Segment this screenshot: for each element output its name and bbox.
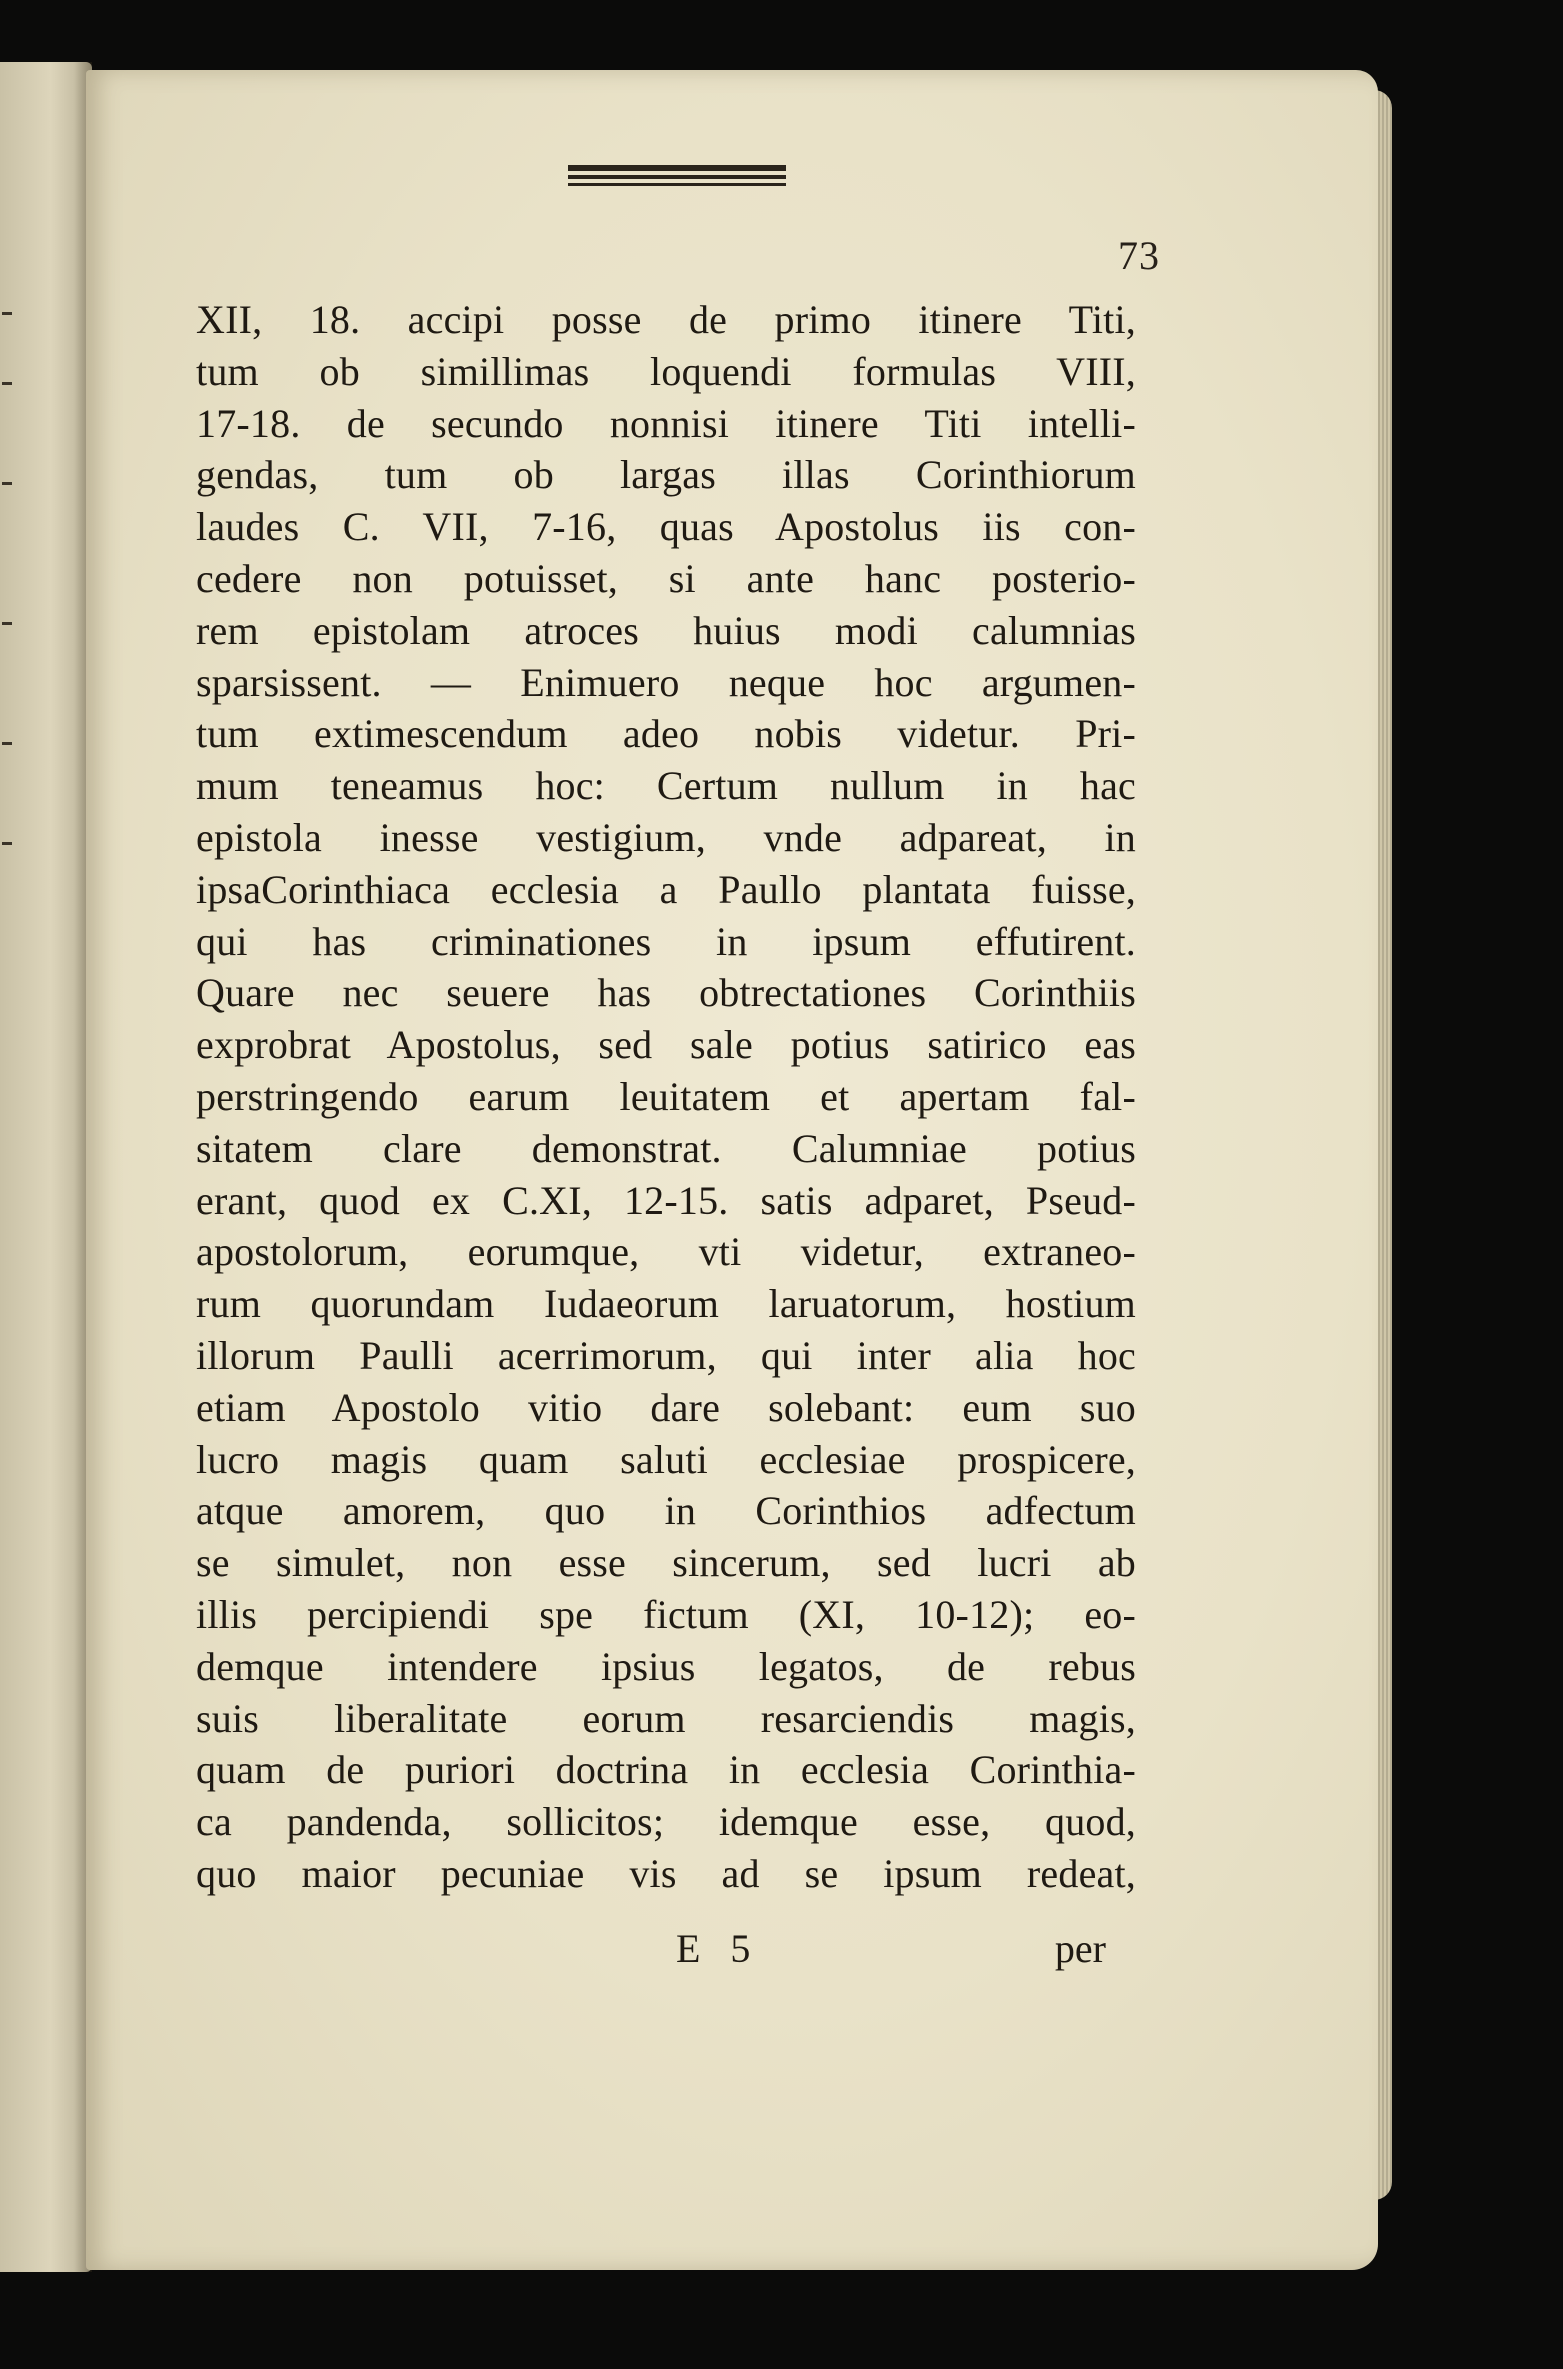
text-line: quo maior pecuniae vis ad se ipsum redeat, (196, 1850, 1136, 1896)
text-line: laudes C. VII, 7-16, quas Apostolus iis con- (196, 504, 1136, 550)
text-line: rem epistolam atroces huius modi calumnias (196, 607, 1136, 653)
header-rule (568, 165, 786, 191)
body-text (196, 294, 1136, 1900)
catchword: per (1054, 1926, 1106, 1971)
page-footer (196, 1925, 1136, 1977)
text-line: qui has criminationes in ipsum effutirent. (196, 918, 1136, 964)
text-line: quam de puriori doctrina in ecclesia Corinthia- (196, 1747, 1136, 1793)
text-line: tum extimescendum adeo nobis videtur. Pri- (196, 711, 1136, 757)
text-line: illis percipiendi spe fictum (XI, 10-12); eo- (196, 1591, 1136, 1637)
bleed-mark (2, 842, 12, 845)
text-line: perstringendo earum leuitatem et apertam fal- (196, 1073, 1136, 1119)
bleed-mark (2, 382, 12, 385)
text-line: se simulet, non esse sincerum, sed lucri ab (196, 1540, 1136, 1586)
text-line: XII, 18. accipi posse de primo itinere Titi, (196, 297, 1136, 342)
text-line: atque amorem, quo in Corinthios adfectum (196, 1488, 1136, 1534)
text-line: cedere non potuisset, si ante hanc posterio- (196, 555, 1136, 601)
text-line: demque intendere ipsius legatos, de rebus (196, 1643, 1136, 1689)
text-line: ipsaCorinthiaca ecclesia a Paullo plantata fuisse, (196, 866, 1136, 912)
text-line: epistola inesse vestigium, vnde adpareat, in (196, 814, 1136, 860)
text-line: mum teneamus hoc: Certum nullum in hac (196, 763, 1136, 809)
text-line: gendas, tum ob largas illas Corinthiorum (196, 452, 1136, 498)
page-number: 73 (1118, 233, 1160, 278)
text-line: apostolorum, eorumque, vti videtur, extraneo- (196, 1229, 1136, 1275)
facing-page-edge (0, 62, 92, 2272)
text-line: tum ob simillimas loquendi formulas VIII, (196, 348, 1136, 394)
text-line: illorum Paulli acerrimorum, qui inter alia hoc (196, 1332, 1136, 1378)
text-line: sitatem clare demonstrat. Calumniae potius (196, 1125, 1136, 1171)
text-line: etiam Apostolo vitio dare solebant: eum suo (196, 1384, 1136, 1430)
text-line: erant, quod ex C.XI, 12-15. satis adparet, Pseud- (196, 1177, 1136, 1223)
text-line: sparsissent. — Enimuero neque hoc argumen- (196, 659, 1136, 705)
text-line: ca pandenda, sollicitos; idemque esse, quod, (196, 1799, 1136, 1845)
text-line: lucro magis quam saluti ecclesiae prospicere, (196, 1436, 1136, 1482)
bleed-mark (2, 482, 12, 485)
text-line: Quare nec seuere has obtrectationes Corinthiis (196, 970, 1136, 1016)
text-line: exprobrat Apostolus, sed sale potius satirico eas (196, 1022, 1136, 1068)
signature-mark: E 5 (676, 1926, 761, 1971)
text-line: 17-18. de secundo nonnisi itinere Titi intelli- (196, 400, 1136, 446)
bleed-mark (2, 742, 12, 745)
bleed-mark (2, 312, 12, 315)
text-line: rum quorundam Iudaeorum laruatorum, hostium (196, 1281, 1136, 1327)
text-line: suis liberalitate eorum resarciendis magis, (196, 1695, 1136, 1741)
bleed-mark (2, 622, 12, 625)
